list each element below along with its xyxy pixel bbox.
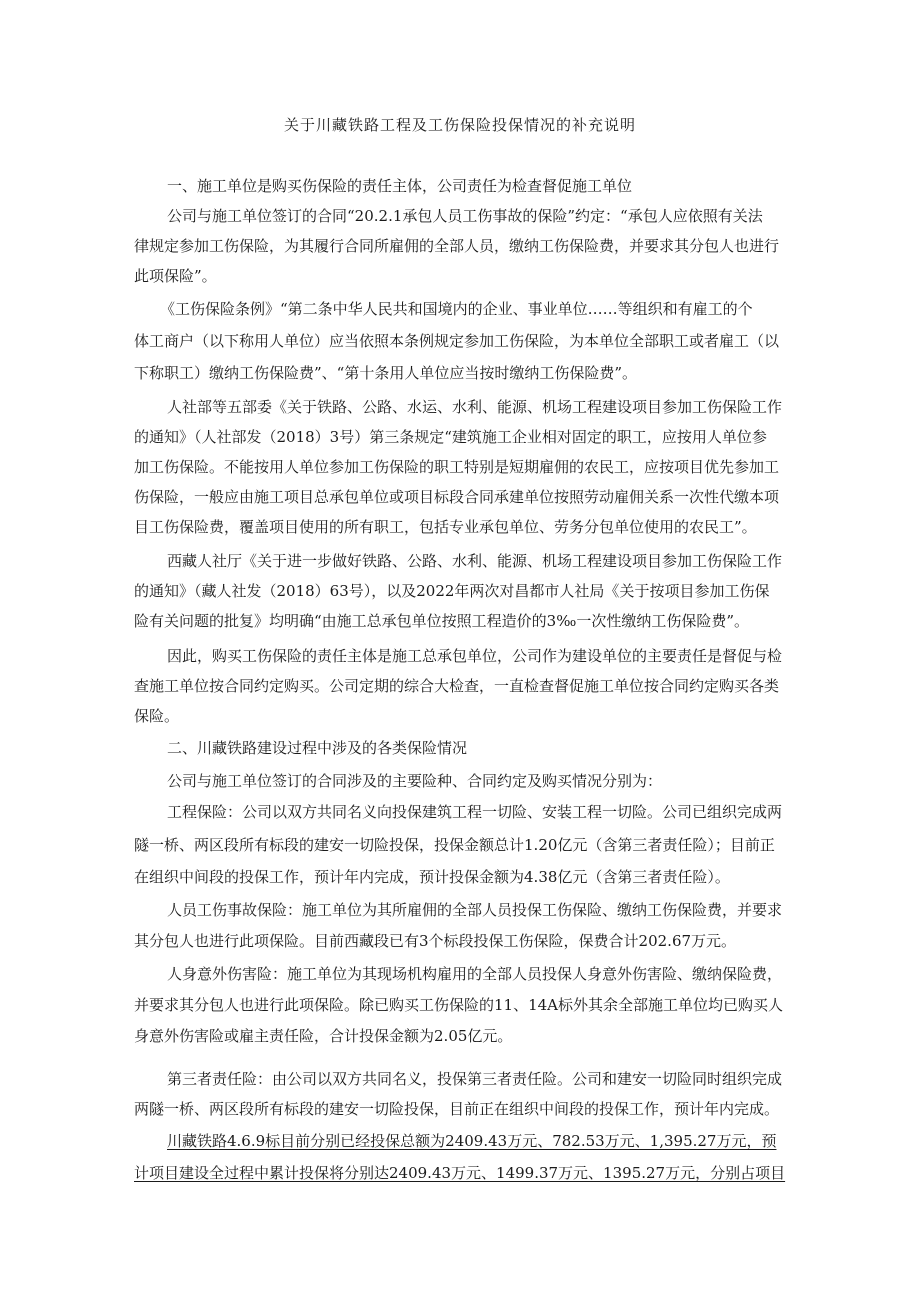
paragraph-line: 查施工单位按合同约定购买。公司定期的综合大检查，一直检查督促施工单位按合同约定购买各类 (134, 677, 780, 695)
paragraph-line: 两隧一桥、两区段所有标段的建安一切险投保，目前正在组织中间段的投保工作，预计年内完成。 (134, 1100, 780, 1118)
paragraph-line: 《工伤保险条例》“第二条中华人民共和国境内的企业、事业单位……等组织和有雇工的个 (160, 300, 753, 318)
section-heading-2: 二、川藏铁路建设过程中涉及的各类保险情况 (167, 739, 468, 757)
paragraph-line: 在组织中间段的投保工作，预计年内完成，预计投保金额为4.38亿元（含第三者责任险）。 (134, 868, 730, 886)
paragraph-line: 人身意外伤害险：施工单位为其现场机构雇用的全部人员投保人身意外伤害险、缴纳保险费， (167, 965, 783, 983)
paragraph-line: 的通知》（人社部发（2018）3号）第三条规定“建筑施工企业相对固定的职工，应按用人单位参 (134, 428, 767, 446)
paragraph-line: 险有关问题的批复》均明确“由施工总承包单位按照工程造价的3‰一次性缴纳工伤保险费”。 (134, 612, 750, 630)
paragraph-line: 伤保险，一般应由施工项目总承包单位或项目标段合同承建单位按照劳动雇佣关系一次性代缴本项 (134, 488, 780, 506)
paragraph-line: 保险。 (134, 707, 180, 725)
paragraph-line: 人员工伤事故保险：施工单位为其所雇佣的全部人员投保工伤保险、缴纳工伤保险费，并要求 (167, 901, 783, 919)
paragraph-line: 人社部等五部委《关于铁路、公路、水运、水利、能源、机场工程建设项目参加工伤保险工作 (167, 398, 783, 416)
paragraph-line: 工程保险：公司以双方共同名义向投保建筑工程一切险、安装工程一切险。公司已组织完成两 (167, 803, 783, 821)
paragraph-line: 第三者责任险：由公司以双方共同名义，投保第三者责任险。公司和建安一切险同时组织完成 (167, 1070, 783, 1088)
paragraph-line: 此项保险”。 (134, 267, 217, 285)
paragraph-line: 因此，购买工伤保险的责任主体是施工总承包单位，公司作为建设单位的主要责任是督促与检 (167, 647, 783, 665)
section-heading-1: 一、施工单位是购买伤保险的责任主体，公司责任为检查督促施工单位 (167, 177, 633, 195)
paragraph-line: 律规定参加工伤保险，为其履行合同所雇佣的全部人员，缴纳工伤保险费，并要求其分包人也进行 (134, 237, 780, 255)
paragraph-line: 隧一桥、两区段所有标段的建安一切险投保，投保金额总计1.20亿元（含第三者责任险）；目前正 (134, 836, 775, 854)
paragraph-line: 目工伤保险费，覆盖项目使用的所有职工，包括专业承包单位、劳务分包单位使用的农民工”。 (134, 518, 757, 536)
paragraph-line: 公司与施工单位签订的合同涉及的主要险种、合同约定及购买情况分别为： (167, 772, 663, 790)
paragraph-line: 其分包人也进行此项保险。目前西藏段已有3个标段投保工伤保险，保费合计202.67万元。 (134, 932, 737, 950)
underlined-line: 川藏铁路4.6.9标目前分别已经投保总额为2409.43万元、782.53万元、1,395.27万元，预 (167, 1132, 777, 1150)
paragraph-line: 并要求其分包人也进行此项保险。除已购买工伤保险的11、14A标外其余全部施工单位均已购买人 (134, 996, 784, 1014)
paragraph-line: 的通知》（藏人社发（2018）63号），以及2022年两次对昌都市人社局《关于按项目参加工伤保 (134, 582, 770, 600)
paragraph-line: 公司与施工单位签订的合同“20.2.1承包人员工伤事故的保险”约定：“承包人应依照有关法 (167, 207, 763, 225)
paragraph-line: 身意外伤害险或雇主责任险，合计投保金额为2.05亿元。 (134, 1027, 513, 1045)
paragraph-line: 加工伤保险。不能按用人单位参加工伤保险的职工特别是短期雇佣的农民工，应按项目优先参加工 (134, 458, 780, 476)
paragraph-line: 体工商户（以下称用人单位）应当依照本条例规定参加工伤保险，为本单位全部职工或者雇工（以 (134, 332, 780, 350)
paragraph-line: 西藏人社厅《关于进一步做好铁路、公路、水利、能源、机场工程建设项目参加工伤保险工作 (167, 552, 783, 570)
underlined-line: 计项目建设全过程中累计投保将分别达2409.43万元、1499.37万元、1395.27万元，分别占项目 (134, 1164, 786, 1182)
document-title: 关于川藏铁路工程及工伤保险投保情况的补充说明 (283, 116, 636, 134)
paragraph-line: 下称职工）缴纳工伤保险费”、“第十条用人单位应当按时缴纳工伤保险费”。 (134, 364, 638, 382)
